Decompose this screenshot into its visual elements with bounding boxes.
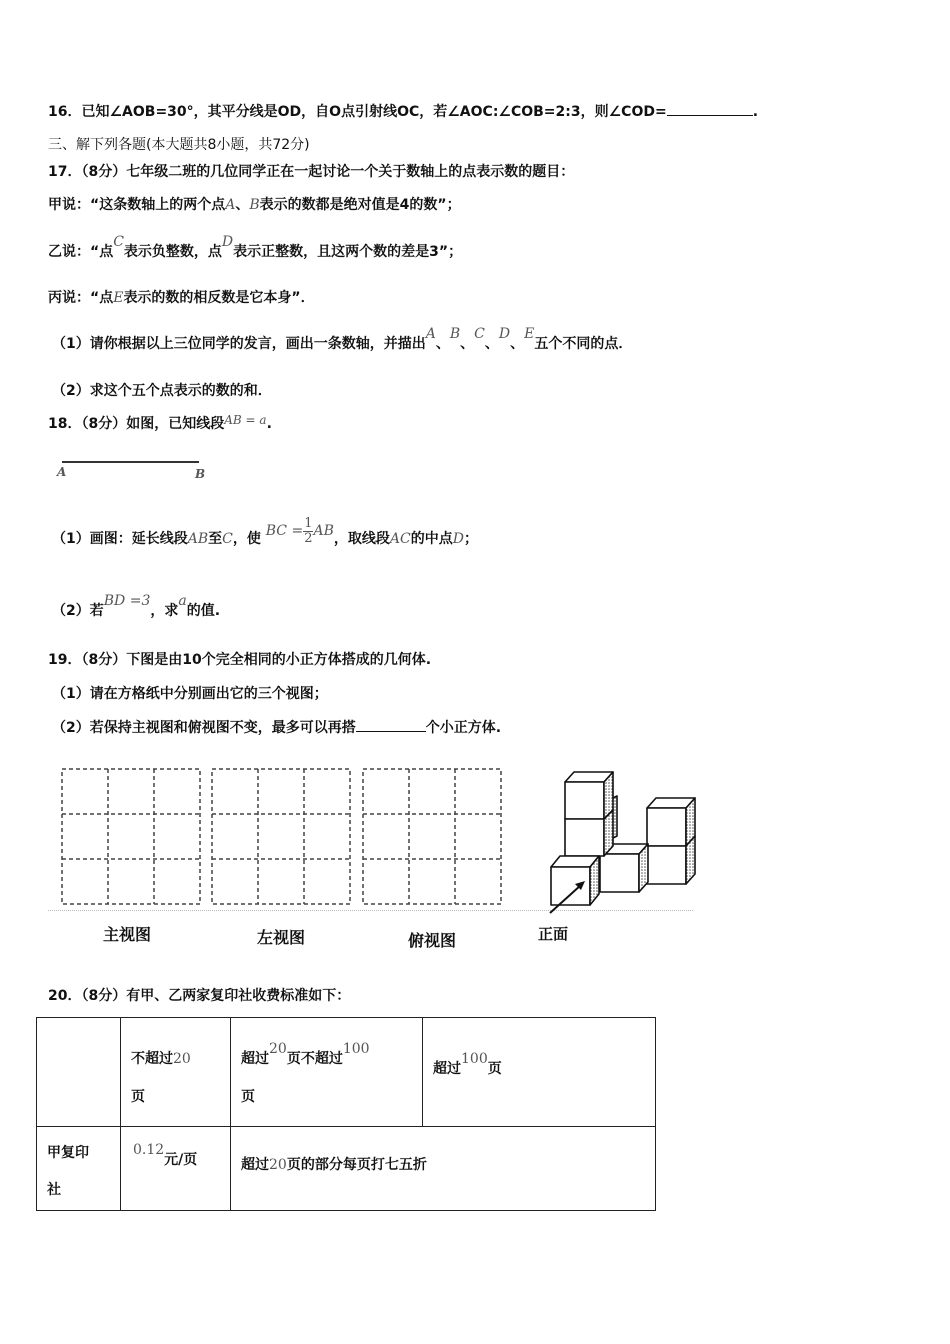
fee-table-corner-cell xyxy=(37,1018,121,1127)
q19-part1: （1）请在方格纸中分别画出它的三个视图； xyxy=(52,686,328,702)
point-a-label: A xyxy=(57,465,67,479)
point-b-label: B xyxy=(195,467,206,481)
q17-part1: （1）请你根据以上三位同学的发言，画出一条数轴，并描出A、B、C、D、E五个不同的点． xyxy=(52,326,633,352)
segment-ab-figure xyxy=(55,454,215,484)
q17-part2: （2）求这个五个点表示的数的和． xyxy=(52,383,272,399)
q16-line xyxy=(48,102,758,122)
q18-part2: （2）若BD =3，求a的值. xyxy=(52,593,221,619)
left-view-label: 左视图 xyxy=(257,928,306,947)
one-half-fraction: $\frac{1}{2}$ xyxy=(304,515,313,546)
q17-yi: 乙说：“点C表示负整数，点D表示正整数，且这两个数的差是3”； xyxy=(48,234,463,260)
fee-row-jia-rule: 超过20页的部分每页打七五折 xyxy=(231,1127,656,1211)
q16-text: 16．已知∠AOB=30°，其平分线是OD，自O点引射线OC，若∠AOC:∠COB=2:3，则∠COD= xyxy=(48,104,667,120)
q17-stem: 17．（8分）七年级二班的几位同学正在一起讨论一个关于数轴上的点表示数的题目： xyxy=(48,164,575,180)
fee-header-up-to-20: 不超过20 页 xyxy=(121,1018,231,1127)
q17-bing: 丙说：“点E表示的数的相反数是它本身”． xyxy=(48,290,315,306)
fee-header-20-to-100: 超过20页不超过100 页 xyxy=(231,1018,423,1127)
top-view-grid xyxy=(362,768,502,905)
q18-part1: （1）画图：延长线段AB至C，使 BC = $\frac{1}{2}$ AB，取线段AC的中点D； xyxy=(52,515,478,547)
fee-row-jia-name: 甲复印 社 xyxy=(37,1127,121,1211)
q16-end: . xyxy=(752,104,759,120)
front-view-label: 主视图 xyxy=(103,925,152,944)
cube-stack-figure xyxy=(545,770,700,915)
top-view-label: 俯视图 xyxy=(408,931,457,950)
fee-header-over-100: 超过100页 xyxy=(423,1018,656,1127)
q17-jia: 甲说：“这条数轴上的两个点A、B表示的数都是绝对值是4的数”； xyxy=(48,197,461,213)
segment-ab-line xyxy=(62,461,199,463)
front-view-grid xyxy=(61,768,201,905)
section-heading: 三、解下列各题(本大题共8小题，共72分) xyxy=(48,137,310,153)
q19-answer-blank[interactable] xyxy=(356,719,426,732)
q20-stem: 20．（8分）有甲、乙两家复印社收费标准如下： xyxy=(48,988,351,1004)
q19-stem: 19．（8分）下图是由10个完全相同的小正方体搭成的几何体. xyxy=(48,652,432,668)
fee-row-jia-price: 0.12元/页 xyxy=(121,1127,231,1211)
q16-answer-blank[interactable] xyxy=(667,103,753,116)
fee-table-row-jia xyxy=(37,1127,656,1211)
left-view-grid xyxy=(211,768,351,905)
q19-part2: （2）若保持主视图和俯视图不变，最多可以再搭 个小正方体. xyxy=(52,720,502,736)
fee-table-header-row xyxy=(37,1018,656,1127)
fee-table xyxy=(36,1017,656,1211)
front-face-label: 正面 xyxy=(538,925,569,943)
q18-stem: 18．（8分）如图，已知线段AB = a. xyxy=(48,413,272,432)
